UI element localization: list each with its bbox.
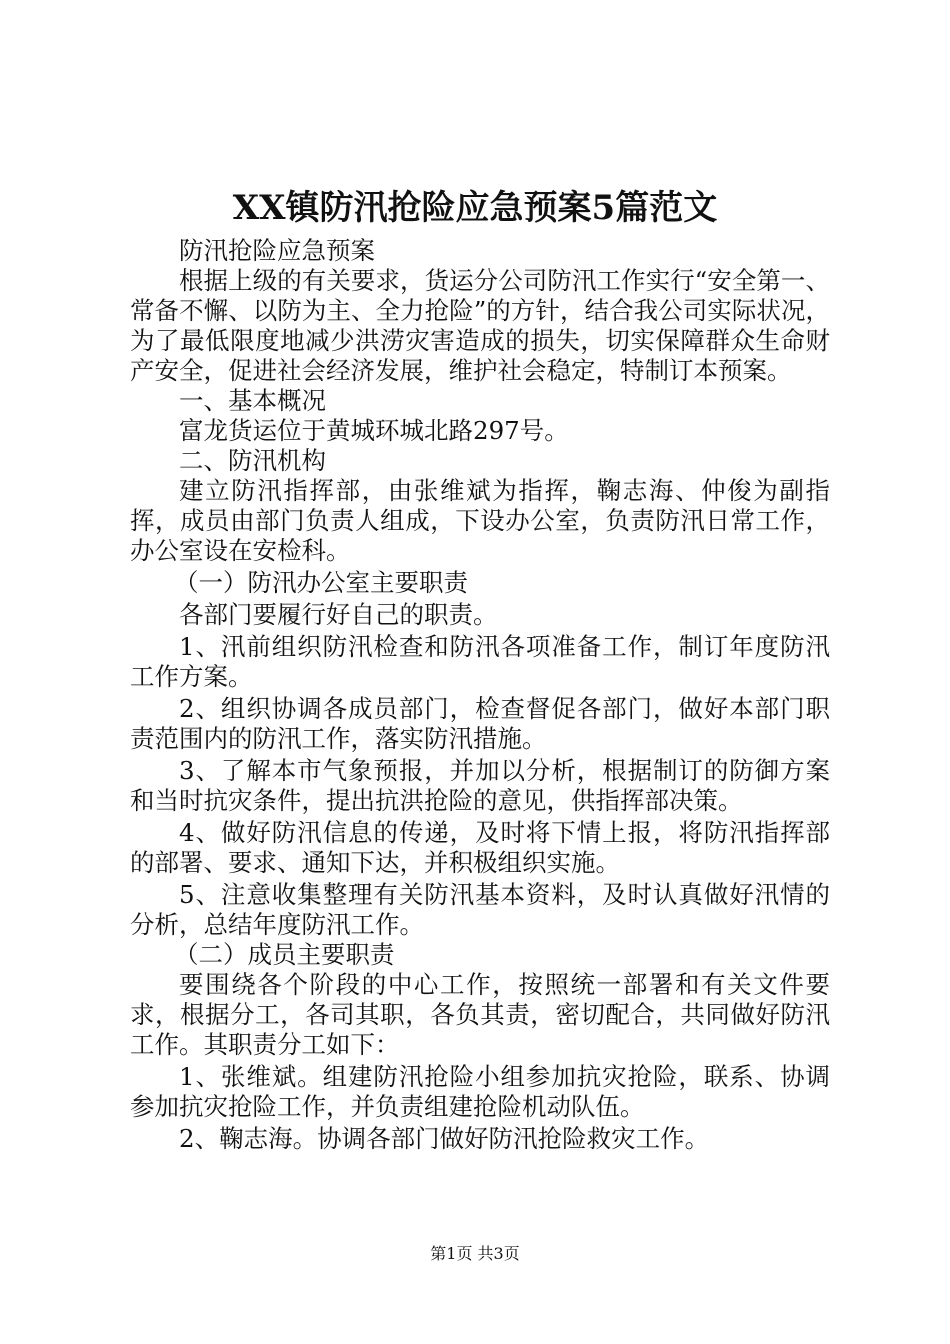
list-item: 1、张维斌。组建防汛抢险小组参加抗灾抢险，联系、协调参加抗灾抢险工作，并负责组建抢险机动队伍。 — [130, 1062, 830, 1121]
subsection-heading: （一）防汛办公室主要职责 — [174, 568, 468, 597]
paragraph: 各部门要履行好自己的职责。 — [179, 600, 498, 629]
list-item: 5、注意收集整理有关防汛基本资料，及时认真做好汛情的分析，总结年度防汛工作。 — [130, 880, 830, 939]
list-item: 1、汛前组织防汛检查和防汛各项准备工作，制订年度防汛工作方案。 — [130, 632, 830, 691]
paragraph-heading: 防汛抢险应急预案 — [179, 236, 375, 265]
subsection-heading: （二）成员主要职责 — [174, 940, 395, 969]
list-item: 2、组织协调各成员部门，检查督促各部门，做好本部门职责范围内的防汛工作，落实防汛措施。 — [130, 694, 830, 753]
list-item: 3、了解本市气象预报，并加以分析，根据制订的防御方案和当时抗灾条件，提出抗洪抢险的意见，供指挥部决策。 — [130, 756, 830, 815]
page-number: 第1页 共3页 — [430, 1244, 520, 1263]
paragraph: 根据上级的有关要求，货运分公司防汛工作实行“安全第一、常备不懈、以防为主、全力抢险”的方针，结合我公司实际状况，为了最低限度地减少洪涝灾害造成的损失，切实保障群众生命财产安全，促进社会经济发展，维护社会稳定，特制订本预案。 — [130, 266, 830, 385]
list-item: 2、鞠志海。协调各部门做好防汛抢险救灾工作。 — [179, 1124, 710, 1153]
paragraph: 要围绕各个阶段的中心工作，按照统一部署和有关文件要求，根据分工，各司其职，各负其责，密切配合，共同做好防汛工作。其职责分工如下： — [130, 970, 830, 1059]
list-item: 4、做好防汛信息的传递，及时将下情上报，将防汛指挥部的部署、要求、通知下达，并积极组织实施。 — [130, 818, 830, 877]
paragraph: 富龙货运位于黄城环城北路297号。 — [179, 416, 569, 445]
document-body — [130, 236, 830, 1154]
document-title: XX镇防汛抢险应急预案5篇范文 — [232, 188, 718, 228]
section-heading: 二、防汛机构 — [179, 446, 326, 475]
paragraph: 建立防汛指挥部，由张维斌为指挥，鞠志海、仲俊为副指挥，成员由部门负责人组成，下设办公室，负责防汛日常工作，办公室设在安检科。 — [130, 476, 830, 565]
section-heading: 一、基本概况 — [179, 386, 326, 415]
